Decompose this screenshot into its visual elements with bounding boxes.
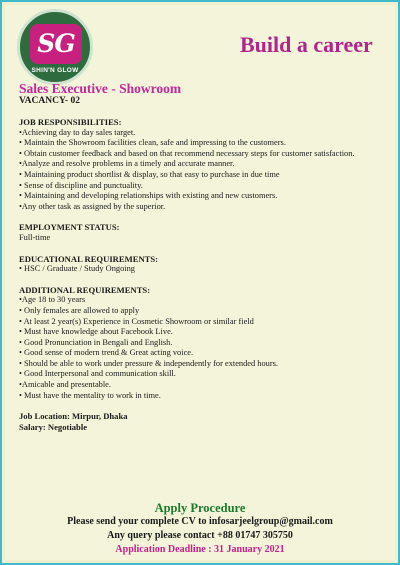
list-item: •Amicable and presentable. [19, 380, 111, 390]
responsibilities-title: JOB RESPONSIBILITIES: [19, 117, 122, 127]
list-item: • Good sense of modern trend & Great acting voice. [19, 348, 194, 358]
education-section [19, 254, 389, 275]
education-title: EDUCATIONAL REQUIREMENTS: [19, 253, 159, 264]
list-item: • Should be able to work under pressure & independently for extended hours. [19, 358, 279, 368]
list-item: •Achieving day to day sales target. [19, 127, 136, 137]
list-item: • Maintain the Showroom facilities clean, safe and impressing to the customers. [19, 138, 286, 148]
list-item: •Age 18 to 30 years [19, 295, 86, 305]
location-salary [19, 411, 389, 432]
apply-contact-line: Any query please contact +88 01747 305750 [107, 530, 293, 541]
additional-title: ADDITIONAL REQUIREMENTS: [19, 284, 151, 295]
employment-section [19, 222, 389, 243]
responsibilities-section [19, 117, 389, 212]
logo-brand-name: SHIN'N GLOW [31, 67, 79, 74]
list-item: • Maintaining product shortlist & display, so that easy to purchase in due time [19, 169, 280, 179]
list-item: • At least 2 year(s) Experience in Cosmetic Showroom or similar field [19, 316, 254, 326]
employment-title: EMPLOYMENT STATUS: [19, 222, 120, 233]
headline: Build a career [240, 32, 373, 57]
list-item: • Must have knowledge about Facebook Live. [19, 327, 173, 337]
additional-section [19, 285, 389, 402]
job-title: Sales Executive - Showroom [19, 81, 182, 96]
list-item: • Obtain customer feedback and based on that recommend necessary steps for customer satisfaction. [19, 148, 355, 158]
list-item: • Maintaining and developing relationships with existing and new customers. [19, 191, 278, 201]
job-location: Job Location: Mirpur, Dhaka [19, 411, 128, 422]
salary: Salary: Negotiable [19, 421, 88, 432]
logo-monogram: SG [30, 24, 82, 64]
job-details [19, 117, 389, 432]
list-item: • Good Pronunciation in Bengali and English. [19, 337, 173, 347]
list-item: • Must have the mentality to work in time. [19, 390, 161, 400]
apply-email-line: Please send your complete CV to infosarjeelgroup@gmail.com [67, 516, 333, 527]
application-deadline: Application Deadline : 31 January 2021 [115, 544, 285, 555]
list-item: • Good Interpersonal and communication skill. [19, 369, 176, 379]
employment-value: Full-time [19, 232, 51, 242]
vacancy-count: VACANCY- 02 [19, 96, 80, 106]
list-item: • Sense of discipline and punctuality. [19, 180, 143, 190]
education-value: • HSC / Graduate / Study Ongoing [19, 264, 135, 274]
list-item: • Only females are allowed to apply [19, 305, 140, 315]
list-item: •Any other task as assigned by the superior. [19, 201, 166, 211]
company-logo [17, 9, 93, 85]
apply-procedure-title: Apply Procedure [154, 501, 246, 515]
list-item: •Analyze and resolve problems in a timely and accurate manner. [19, 159, 235, 169]
